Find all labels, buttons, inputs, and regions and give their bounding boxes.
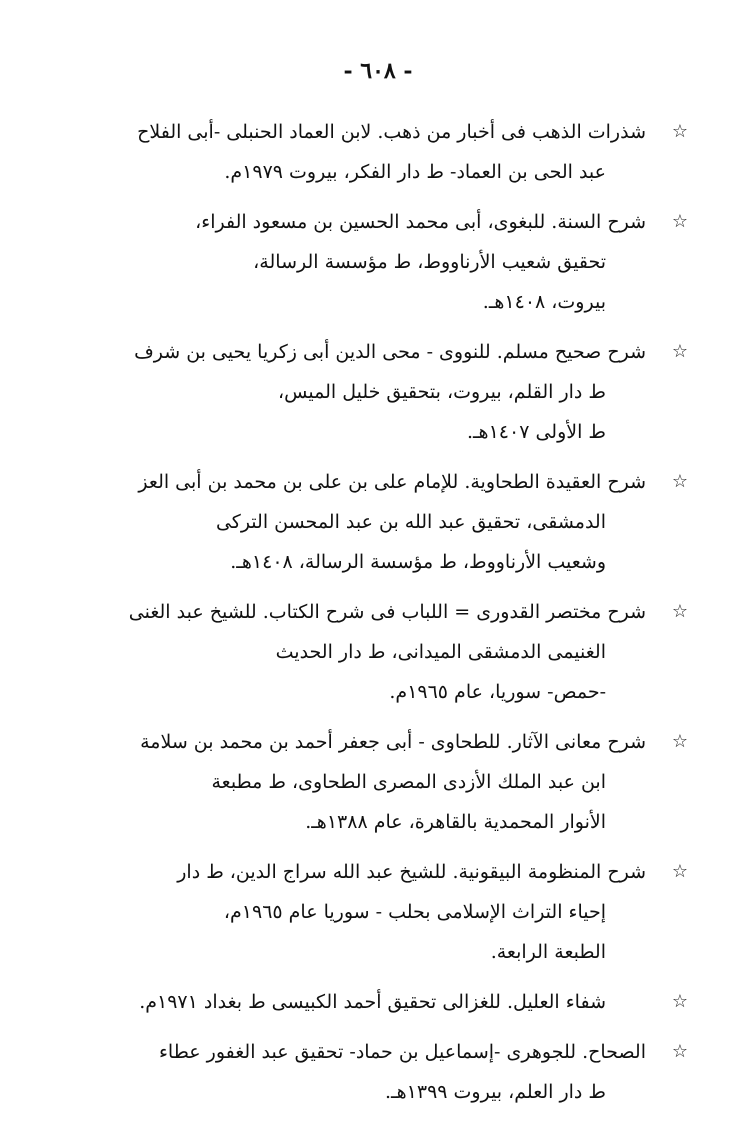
bibliography-entry bbox=[96, 202, 688, 322]
entry-line: شرح المنظومة البيقونية. للشيخ عبد الله سراج الدين، ط دار bbox=[177, 861, 646, 883]
entry-line: شرح صحيح مسلم. للنووى - محى الدين أبى زكريا يحيى بن شرف bbox=[134, 341, 646, 363]
entry-line: وشعيب الأرناووط، ط مؤسسة الرسالة، ١٤٠٨هـ. bbox=[230, 551, 606, 573]
star-bullet-icon: ☆ bbox=[671, 1041, 688, 1062]
entry-line: الدمشقى، تحقيق عبد الله بن عبد المحسن التركى bbox=[215, 511, 606, 533]
entry-line: شفاء العليل. للغزالى تحقيق أحمد الكبيسى ط بغداد ١٩٧١م. bbox=[139, 991, 606, 1013]
page-number: - ٦٠٨ - bbox=[343, 58, 413, 84]
bibliography-entry bbox=[96, 1032, 688, 1112]
bibliography-entry bbox=[96, 592, 688, 712]
star-bullet-icon: ☆ bbox=[671, 991, 688, 1012]
entry-line: الطبعة الرابعة. bbox=[490, 941, 606, 963]
entry-line: ابن عبد الملك الأزدى المصرى الطحاوى، ط مطبعة bbox=[211, 771, 606, 793]
entry-line: الصحاح. للجوهرى -إسماعيل بن حماد- تحقيق عبد الغفور عطاء bbox=[158, 1041, 646, 1063]
entry-line: الأنوار المحمدية بالقاهرة، عام ١٣٨٨هـ. bbox=[305, 811, 606, 833]
entry-line: شرح السنة. للبغوى، أبى محمد الحسين بن مسعود الفراء، bbox=[195, 211, 646, 233]
entry-line: ط دار القلم، بيروت، بتحقيق خليل الميس، bbox=[278, 381, 606, 403]
bibliography-entry bbox=[96, 112, 688, 192]
entry-line: تحقيق شعيب الأرناووط، ط مؤسسة الرسالة، bbox=[253, 251, 606, 273]
star-bullet-icon: ☆ bbox=[671, 121, 688, 142]
bibliography-entry bbox=[96, 722, 688, 842]
bibliography-entry bbox=[96, 332, 688, 452]
entry-line: ط دار العلم، بيروت ١٣٩٩هـ. bbox=[385, 1081, 606, 1103]
entry-line: عبد الحى بن العماد- ط دار الفكر، بيروت ١٩٧٩م. bbox=[224, 161, 606, 183]
entry-line: -حمص- سوريا، عام ١٩٦٥م. bbox=[389, 681, 606, 703]
star-bullet-icon: ☆ bbox=[671, 211, 688, 232]
entry-line: شرح مختصر القدورى = اللباب فى شرح الكتاب. للشيخ عبد الغنى bbox=[128, 601, 646, 623]
entry-line: إحياء التراث الإسلامى بحلب - سوريا عام ١٩٦٥م، bbox=[223, 901, 606, 923]
entry-line: شرح العقيدة الطحاوية. للإمام على بن على بن محمد بن أبى العز bbox=[138, 471, 646, 493]
entry-line: ط الأولى ١٤٠٧هـ. bbox=[466, 421, 606, 443]
entry-line: الغنيمى الدمشقى الميدانى، ط دار الحديث bbox=[275, 641, 606, 663]
star-bullet-icon: ☆ bbox=[671, 861, 688, 882]
entry-line: بيروت، ١٤٠٨هـ. bbox=[482, 291, 606, 313]
star-bullet-icon: ☆ bbox=[671, 471, 688, 492]
entry-line: شرح معانى الآثار. للطحاوى - أبى جعفر أحمد بن محمد بن سلامة bbox=[140, 731, 646, 753]
star-bullet-icon: ☆ bbox=[671, 731, 688, 752]
bibliography-entry bbox=[96, 462, 688, 582]
bibliography-entry bbox=[96, 982, 688, 1022]
star-bullet-icon: ☆ bbox=[671, 341, 688, 362]
entry-line: شذرات الذهب فى أخبار من ذهب. لابن العماد الحنبلى -أبى الفلاح bbox=[137, 121, 646, 143]
bibliography-list bbox=[96, 112, 688, 1122]
star-bullet-icon: ☆ bbox=[671, 601, 688, 622]
bibliography-entry bbox=[96, 852, 688, 972]
